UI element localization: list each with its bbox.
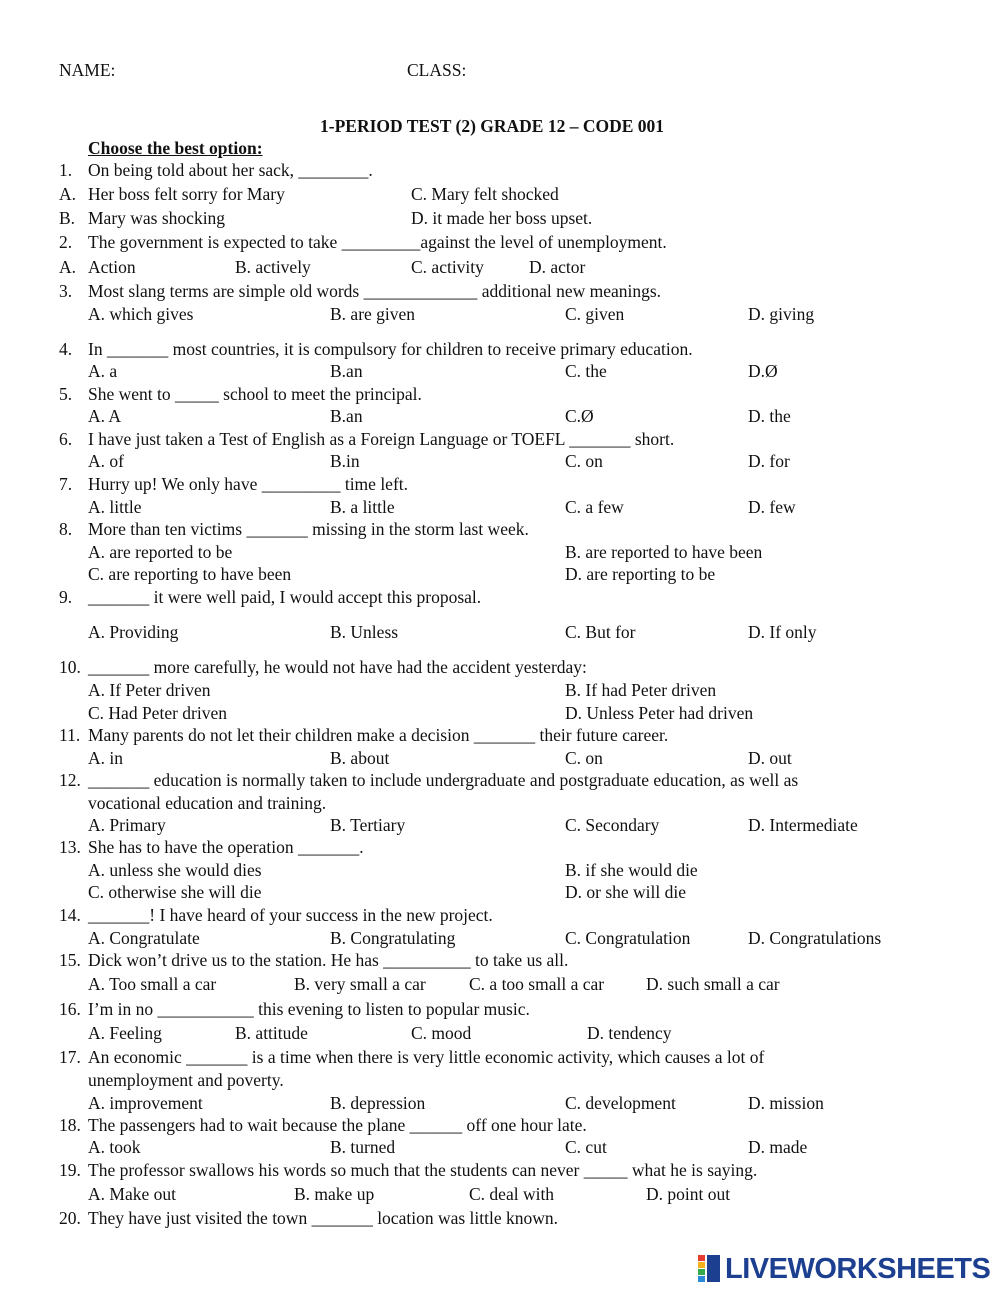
- question-number: 13.: [59, 837, 81, 857]
- option[interactable]: D. actor: [529, 257, 586, 277]
- option[interactable]: A. Congratulate: [88, 928, 200, 948]
- option[interactable]: A. Providing: [88, 622, 179, 642]
- option[interactable]: C. otherwise she will die: [88, 882, 262, 902]
- question-stem: In _______ most countries, it is compulsory for children to receive primary education.: [88, 339, 693, 359]
- question-stem: I’m in no ___________ this evening to listen to popular music.: [88, 999, 530, 1019]
- question-number: 2.: [59, 232, 73, 252]
- option[interactable]: Action: [88, 257, 136, 277]
- option[interactable]: C. on: [565, 451, 603, 471]
- question-number: 10.: [59, 657, 81, 677]
- option[interactable]: B. very small a car: [294, 974, 426, 994]
- question-stem: The professor swallows his words so much that the students can never _____ what he is saying.: [88, 1160, 758, 1180]
- option[interactable]: C. But for: [565, 622, 636, 642]
- question-number: 6.: [59, 429, 73, 449]
- option[interactable]: A. which gives: [88, 304, 194, 324]
- option[interactable]: B. attitude: [235, 1023, 308, 1043]
- question-stem: She went to _____ school to meet the principal.: [88, 384, 422, 404]
- logo-tiles-icon: [698, 1255, 722, 1283]
- question-stem-continued: vocational education and training.: [88, 793, 327, 813]
- question-stem: The government is expected to take _________against the level of unemployment.: [88, 232, 667, 252]
- question-stem: _______ more carefully, he would not have had the accident yesterday:: [88, 657, 587, 677]
- option[interactable]: A. took: [88, 1137, 141, 1157]
- option[interactable]: A. If Peter driven: [88, 680, 211, 700]
- option[interactable]: D. made: [748, 1137, 808, 1157]
- question-number: 15.: [59, 950, 81, 970]
- question-stem: _______ it were well paid, I would accept this proposal.: [88, 587, 482, 607]
- option[interactable]: D.Ø: [748, 361, 778, 381]
- option[interactable]: B.in: [330, 451, 360, 471]
- question-stem: _______! I have heard of your success in the new project.: [88, 905, 493, 925]
- question-stem: Dick won’t drive us to the station. He has __________ to take us all.: [88, 950, 569, 970]
- question-stem: She has to have the operation _______.: [88, 837, 364, 857]
- question-stem: Many parents do not let their children make a decision _______ their future career.: [88, 725, 669, 745]
- option[interactable]: D. the: [748, 406, 791, 426]
- question-stem: More than ten victims _______ missing in the storm last week.: [88, 519, 529, 539]
- option[interactable]: B. turned: [330, 1137, 396, 1157]
- option[interactable]: D. for: [748, 451, 790, 471]
- logo-text: LIVEWORKSHEETS: [725, 1253, 991, 1285]
- option[interactable]: D. out: [748, 748, 792, 768]
- option[interactable]: A. Make out: [88, 1184, 176, 1204]
- option[interactable]: D. If only: [748, 622, 817, 642]
- option[interactable]: D. Congratulations: [748, 928, 882, 948]
- option[interactable]: C.Ø: [565, 406, 594, 426]
- option[interactable]: C. a few: [565, 497, 624, 517]
- question-stem: Hurry up! We only have _________ time left.: [88, 474, 409, 494]
- question-stem: Most slang terms are simple old words _____________ additional new meanings.: [88, 281, 662, 301]
- question-number: 12.: [59, 770, 81, 790]
- option[interactable]: B. a little: [330, 497, 395, 517]
- option[interactable]: B. depression: [330, 1093, 426, 1113]
- option[interactable]: C. on: [565, 748, 603, 768]
- question-number: 17.: [59, 1047, 81, 1067]
- question-number: 8.: [59, 519, 73, 539]
- option[interactable]: C. are reporting to have been: [88, 564, 292, 584]
- option[interactable]: C. deal with: [469, 1184, 555, 1204]
- option[interactable]: B. If had Peter driven: [565, 680, 717, 700]
- option[interactable]: D. few: [748, 497, 796, 517]
- option[interactable]: B.an: [330, 361, 363, 381]
- option[interactable]: D. it made her boss upset.: [411, 208, 593, 228]
- question-number: 5.: [59, 384, 73, 404]
- option[interactable]: B. Unless: [330, 622, 399, 642]
- option[interactable]: A. little: [88, 497, 142, 517]
- option[interactable]: A. A: [88, 406, 122, 426]
- name-label: NAME:: [59, 60, 116, 80]
- question-number: 14.: [59, 905, 81, 925]
- question-number: 1.: [59, 160, 73, 180]
- liveworksheets-logo[interactable]: [698, 1253, 990, 1285]
- option[interactable]: D. Intermediate: [748, 815, 858, 835]
- option-letter: B.: [59, 208, 76, 228]
- question-number: 9.: [59, 587, 73, 607]
- question-number: 16.: [59, 999, 81, 1019]
- option[interactable]: C. the: [565, 361, 607, 381]
- option[interactable]: A. Primary: [88, 815, 166, 835]
- option[interactable]: A. are reported to be: [88, 542, 233, 562]
- option[interactable]: A. a: [88, 361, 118, 381]
- question-number: 19.: [59, 1160, 81, 1180]
- option[interactable]: Mary was shocking: [88, 208, 226, 228]
- instruction: Choose the best option:: [88, 138, 263, 158]
- question-stem: The passengers had to wait because the plane ______ off one hour late.: [88, 1115, 587, 1135]
- option[interactable]: D. such small a car: [646, 974, 780, 994]
- option[interactable]: B. if she would die: [565, 860, 698, 880]
- question-number: 11.: [59, 725, 81, 745]
- option[interactable]: B. Congratulating: [330, 928, 456, 948]
- option[interactable]: C. Secondary: [565, 815, 660, 835]
- option[interactable]: B. are given: [330, 304, 416, 324]
- option[interactable]: B. actively: [235, 257, 311, 277]
- page-title: 1-PERIOD TEST (2) GRADE 12 – CODE 001: [320, 116, 665, 136]
- question-number: 3.: [59, 281, 73, 301]
- class-label: CLASS:: [407, 60, 467, 80]
- option[interactable]: D. Unless Peter had driven: [565, 703, 754, 723]
- option[interactable]: C. development: [565, 1093, 676, 1113]
- option[interactable]: Her boss felt sorry for Mary: [88, 184, 285, 204]
- option-letter: A.: [59, 257, 77, 277]
- option[interactable]: D. tendency: [587, 1023, 672, 1043]
- option[interactable]: C. cut: [565, 1137, 607, 1157]
- question-stem: They have just visited the town _______ location was little known.: [88, 1208, 558, 1228]
- option[interactable]: B.an: [330, 406, 363, 426]
- option[interactable]: D. mission: [748, 1093, 824, 1113]
- question-number: 4.: [59, 339, 73, 359]
- option[interactable]: C. activity: [411, 257, 484, 277]
- option[interactable]: A. of: [88, 451, 124, 471]
- option[interactable]: D. are reporting to be: [565, 564, 716, 584]
- option[interactable]: D. point out: [646, 1184, 731, 1204]
- option[interactable]: A. unless she would dies: [88, 860, 262, 880]
- option[interactable]: D. or she will die: [565, 882, 687, 902]
- question-stem: An economic _______ is a time when there is very little economic activity, which causes a lot of: [88, 1047, 765, 1067]
- question-number: 20.: [59, 1208, 81, 1228]
- option[interactable]: B. about: [330, 748, 390, 768]
- option[interactable]: C. mood: [411, 1023, 472, 1043]
- question-stem: _______ education is normally taken to include undergraduate and postgraduate education, as well as: [88, 770, 799, 790]
- option[interactable]: B. Tertiary: [330, 815, 406, 835]
- option[interactable]: B. make up: [294, 1184, 375, 1204]
- option[interactable]: C. Had Peter driven: [88, 703, 227, 723]
- option[interactable]: C. Congratulation: [565, 928, 691, 948]
- question-stem-continued: unemployment and poverty.: [88, 1070, 284, 1090]
- option[interactable]: B. are reported to have been: [565, 542, 763, 562]
- option-letter: A.: [59, 184, 77, 204]
- option[interactable]: C. Mary felt shocked: [411, 184, 559, 204]
- question-stem: I have just taken a Test of English as a Foreign Language or TOEFL _______ short.: [88, 429, 675, 449]
- option[interactable]: A. Feeling: [88, 1023, 162, 1043]
- option[interactable]: A. improvement: [88, 1093, 203, 1113]
- option[interactable]: C. a too small a car: [469, 974, 605, 994]
- option[interactable]: D. giving: [748, 304, 815, 324]
- option[interactable]: A. Too small a car: [88, 974, 217, 994]
- option[interactable]: A. in: [88, 748, 123, 768]
- question-number: 18.: [59, 1115, 81, 1135]
- question-number: 7.: [59, 474, 73, 494]
- option[interactable]: C. given: [565, 304, 625, 324]
- question-stem: On being told about her sack, ________.: [88, 160, 373, 180]
